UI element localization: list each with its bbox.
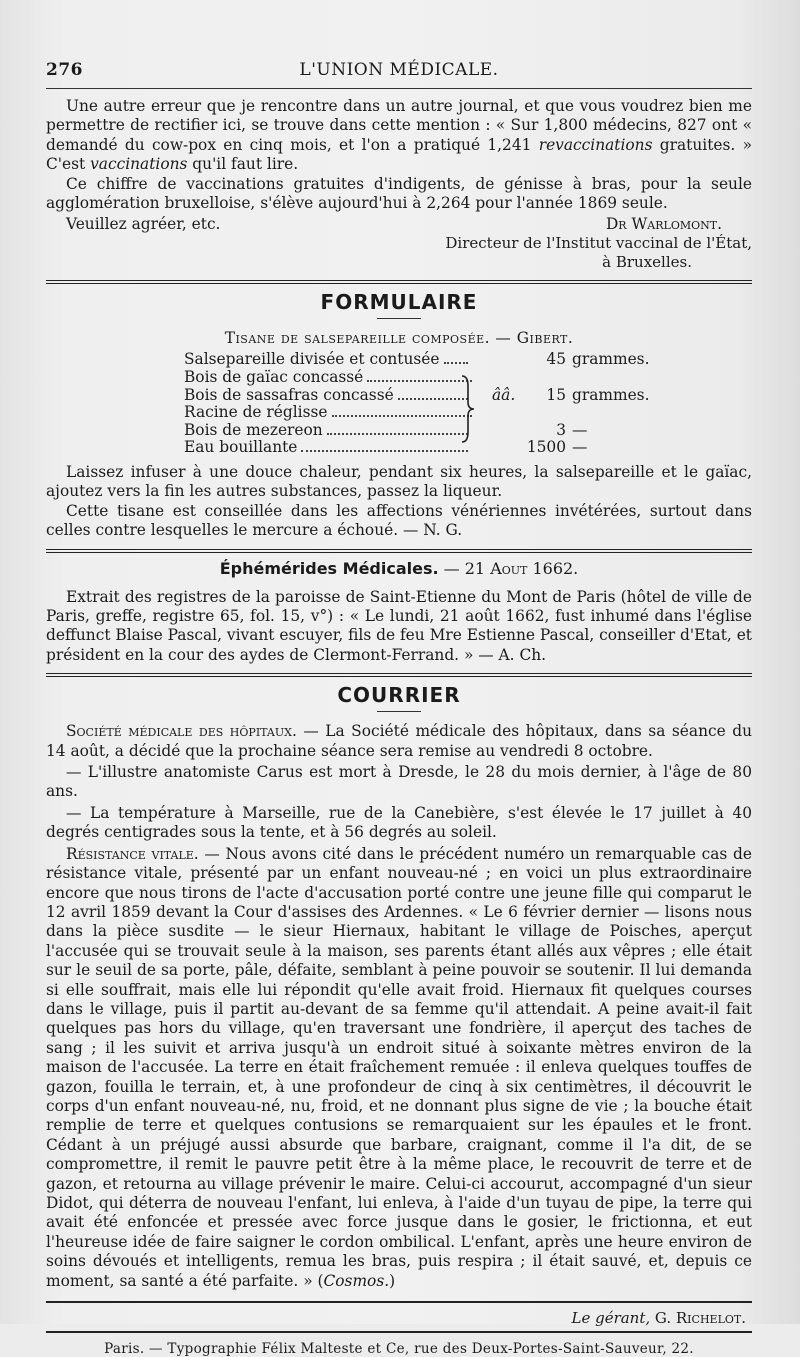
ingredient-qty: 15 <box>546 385 566 404</box>
footer-rule <box>46 1301 752 1303</box>
ingredient-unit: grammes. <box>572 385 650 404</box>
courrier-title: COURRIER <box>337 683 461 708</box>
ingredient-row <box>184 422 644 440</box>
courrier-p1-text: — La Société médicale des hôpitaux, dans sa séance du 14 août, a décidé que la prochaine séance sera remise au vendredi 8 octobre. <box>46 722 753 760</box>
recipe-note: Cette tisane est conseillée dans les affections vénériennes invétérées, surtout dans celles contre lesquelles le mercure a échoué. — N. G. <box>46 501 752 540</box>
letter-section <box>46 97 752 272</box>
courrier-paragraph-4 <box>46 845 752 1291</box>
gerant-name: G. Richelot. <box>650 1309 746 1328</box>
letter-p1-text: Une autre erreur que je rencontre dans un autre journal, et que vous voudrez bien me permettre de rectifier ici, se trouve dans cette mention : « Sur 1,800 médecins, 827 ont « demandé du cow-pox en cinq mois, et l'on a pratiqué 1,241 <box>46 97 752 154</box>
ingredient-row <box>184 385 650 405</box>
ingredient-unit: — <box>572 420 588 439</box>
courrier-section <box>46 683 752 1291</box>
section-divider <box>46 673 752 677</box>
letter-p1-end2: qu'il faut lire. <box>187 155 299 174</box>
courrier-paragraph-2: — L'illustre anatomiste Carus est mort à Dresde, le 28 du mois dernier, à l'âge de 80 ans. <box>46 763 752 801</box>
ingredient-row <box>184 439 644 457</box>
letter-p1-italic: revaccinations <box>538 135 653 154</box>
leader-dots <box>327 433 468 435</box>
ingredient-qty: 3 <box>556 420 566 439</box>
aa-mark: ââ. <box>492 385 516 404</box>
ingredient-qty: 1500 <box>526 438 566 457</box>
letter-role-2: à Bruxelles. <box>602 253 692 272</box>
courrier-p1-label: Société médicale des hôpitaux. <box>66 722 297 741</box>
ephemerides-section <box>46 559 752 666</box>
leader-dots <box>301 450 468 452</box>
ingredient-row <box>184 350 650 369</box>
ephemerides-date: — 21 Aout 1662. <box>438 558 579 578</box>
courrier-p4-source: Cosmos. <box>323 1271 390 1290</box>
gerant-label: Le gérant, <box>571 1309 651 1328</box>
recipe-title: Tisane de salsepareille composée. — Gibert. <box>224 329 574 348</box>
journal-title: L'UNION MÉDICALE. <box>299 60 499 80</box>
ingredient-name: Racine de réglisse <box>184 403 328 422</box>
courrier-paragraph-1 <box>46 722 752 761</box>
courrier-p4-end: ) <box>389 1271 396 1290</box>
letter-p1-end: gratuites. » C'est <box>46 135 752 174</box>
ingredient-row <box>184 369 644 387</box>
leader-dots <box>332 415 473 417</box>
recipe-table <box>184 350 650 457</box>
leader-dots <box>444 362 468 364</box>
ingredient-name: Bois de sassafras concassé <box>184 385 394 404</box>
ingredient-row <box>184 404 644 422</box>
leader-dots <box>367 380 472 382</box>
ingredient-name: Bois de mezereon <box>184 420 323 439</box>
ingredient-unit: grammes. <box>572 350 650 369</box>
formulaire-section <box>46 290 752 540</box>
ingredient-unit: — <box>572 438 588 457</box>
letter-paragraph-1 <box>46 97 752 175</box>
ingredient-name: Bois de gaïac concassé <box>184 368 364 387</box>
letter-signature: Dr Warlomont. <box>605 215 722 234</box>
recipe-instructions: Laissez infuser à une douce chaleur, pendant six heures, la salsepareille et le gaïac, ajoutez vers la fin les autres substances, passez la liqueur. <box>46 463 752 501</box>
ephemerides-heading: Éphémérides Médicales. <box>219 558 439 578</box>
section-divider <box>46 549 752 553</box>
closing-line <box>46 215 752 234</box>
ingredient-qty: 45 <box>546 350 566 369</box>
running-head <box>46 58 752 88</box>
ephemerides-text: Extrait des registres de la paroisse de Saint-Etienne du Mont de Paris (hôtel de ville de Paris, greffe, registre 65, fol. 15, v°) : « Le lundi, 21 août 1662, fust inhumé dans l'église deffunct Blaise Pascal, vivant escuyer, fils de feu Mre Estienne Pascal, conseiller d'Etat, et président en la cour des aydes de Clermont-Ferrand. » — A. Ch. <box>46 587 752 664</box>
courrier-p4-label: Résistance vitale. <box>66 844 199 863</box>
brace-icon <box>458 374 478 444</box>
header-rule <box>46 88 752 89</box>
letter-p1-italic2: vaccinations <box>90 155 188 174</box>
formulaire-title: FORMULAIRE <box>320 290 478 315</box>
grouped-ingredients <box>184 368 650 422</box>
imprint-rule <box>46 1331 752 1333</box>
courrier-p4-text: — Nous avons cité dans le précédent numéro un remarquable cas de résistance vitale, présenté par un enfant nouveau-né ; en voici un plus extraordinaire encore que nous tirons de l'acte d'accusation porté contre une jeune fille qui comparut le 12 avril 1859 devant la Cour d'assises des Ardennes. « Le 6 février dernier — lisons nous dans la pièce susdite — le sieur Hiernaux, habitant le village de Poisches, aperçut l'accusée qui se trouvait seule à la maison, ses parents étant allés aux vêpres ; elle était sur le seuil de sa porte, pâle, défaite, semblant à peine pouvoir se soutenir. Il lui demanda si elle souffrait, mais elle lui répondit qu'elle avait froid. Hiernaux fit quelques courses dans le village, puis il partit au-devant de sa femme qu'il attendait. A peine avait-il fait quelques pas hors du village, qu'en traversant une fondrière, il aperçut des taches de sang ; il les suivit et arriva jusqu'à un endroit situé à soixante mètres environ de la maison de l'accusée. La terre en était fraîchement remuée : il enleva quelques touffes de gazon, fouilla le terrain, et, à une profondeur de cinq à six centimètres, il découvrit le corps d'un enfant nouveau-né, nu, froid, et ne donnant plus signe de vie ; la bouche était remplie de terre et quelques contusions se remarquaient sur les épaules et le front. Cédant à un préjugé aussi absurde que barbare, craignant, comme il l'a dit, de se compromettre, il remit le pauvre petit être à la même place, le recouvrit de terre et de gazon, et retourna au village prévenir le maire. Celui-ci accourut, accompagné d'un sieur Didot, qui déterra de nouveau l'enfant, lui enleva, à l'aide d'un tuyau de pipe, la terre qui avait été enfoncée et pressée avec force jusque dans le gosier, le frictionna, et eut l'heureuse idée de faire saigner le cordon ombilical. L'enfant, après une heure environ de soins dévoués et intelligents, remua les bras, puis respira ; il était sauvé, et, depuis ce moment, sa santé a été parfaite. » ( <box>46 844 753 1290</box>
page-number: 276 <box>46 60 83 80</box>
courrier-paragraph-3: — La température à Marseille, rue de la Canebière, s'est élevée le 17 juillet à 40 degrés centigrades sous la tente, et à 56 degrés au soleil. <box>46 803 752 842</box>
letter-closing: Veuillez agréer, etc. <box>66 215 221 234</box>
ingredient-name: Salsepareille divisée et contusée <box>184 350 440 369</box>
ephemerides-title <box>46 559 752 578</box>
letter-role-1: Directeur de l'Institut vaccinal de l'État, <box>445 234 752 253</box>
gerant-line <box>46 1309 746 1327</box>
title-underline <box>377 318 421 319</box>
letter-paragraph-2: Ce chiffre de vaccinations gratuites d'indigents, de génisse à bras, pour la seule agglomération bruxelloise, s'élève aujourd'hui à 2,264 pour l'année 1869 seule. <box>46 174 752 213</box>
imprint: Paris. — Typographie Félix Malteste et Ce, rue des Deux-Portes-Saint-Sauveur, 22. <box>104 1341 694 1357</box>
section-divider <box>46 280 752 284</box>
ingredient-name: Eau bouillante <box>184 438 298 457</box>
title-underline <box>377 711 421 712</box>
